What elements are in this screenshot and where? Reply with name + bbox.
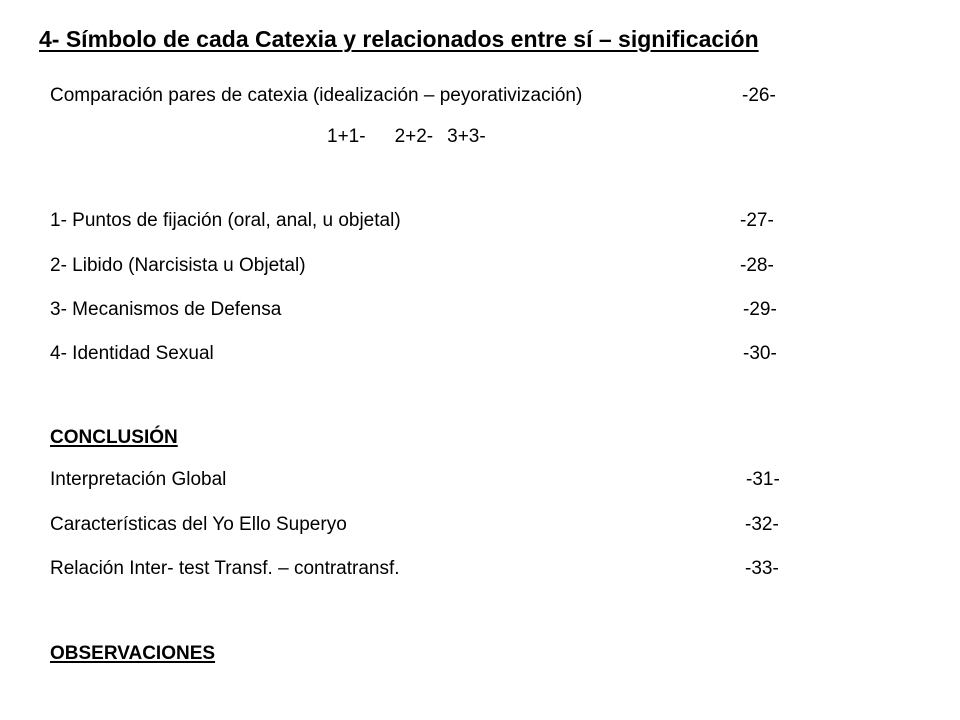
conclusion-heading: CONCLUSIÓN [50, 427, 178, 448]
catexia-pairs [327, 125, 486, 149]
item-fixation-points-page: -27- [740, 210, 774, 231]
item-sexual-identity: 4- Identidad Sexual [50, 343, 214, 364]
item-defense-mechanisms: 3- Mecanismos de Defensa [50, 299, 282, 320]
comparison-label: Comparación pares de catexia (idealización – peyorativización) [50, 85, 583, 106]
conclusion-item-global-interpretation-page: -31- [746, 469, 780, 490]
item-sexual-identity-page: -30- [743, 343, 777, 364]
catexia-pair-3: 3+3- [447, 126, 486, 147]
item-libido-page: -28- [740, 255, 774, 276]
slide-title: 4- Símbolo de cada Catexia y relacionados entre sí – significación [39, 26, 759, 52]
item-libido: 2- Libido (Narcisista u Objetal) [50, 255, 306, 276]
item-defense-mechanisms-page: -29- [743, 299, 777, 320]
conclusion-item-ego-characteristics-page: -32- [745, 514, 779, 535]
conclusion-item-ego-characteristics: Características del Yo Ello Superyo [50, 514, 347, 535]
comparison-page-number: -26- [742, 85, 776, 106]
observations-heading: OBSERVACIONES [50, 643, 216, 664]
conclusion-item-global-interpretation: Interpretación Global [50, 469, 227, 490]
item-fixation-points: 1- Puntos de fijación (oral, anal, u objetal) [50, 210, 401, 231]
conclusion-item-inter-test-relation-page: -33- [745, 558, 779, 579]
conclusion-item-inter-test-relation: Relación Inter- test Transf. – contratransf. [50, 558, 400, 579]
catexia-pair-2: 2+2- [394, 126, 434, 147]
catexia-pair-1: 1+1- [327, 126, 366, 147]
